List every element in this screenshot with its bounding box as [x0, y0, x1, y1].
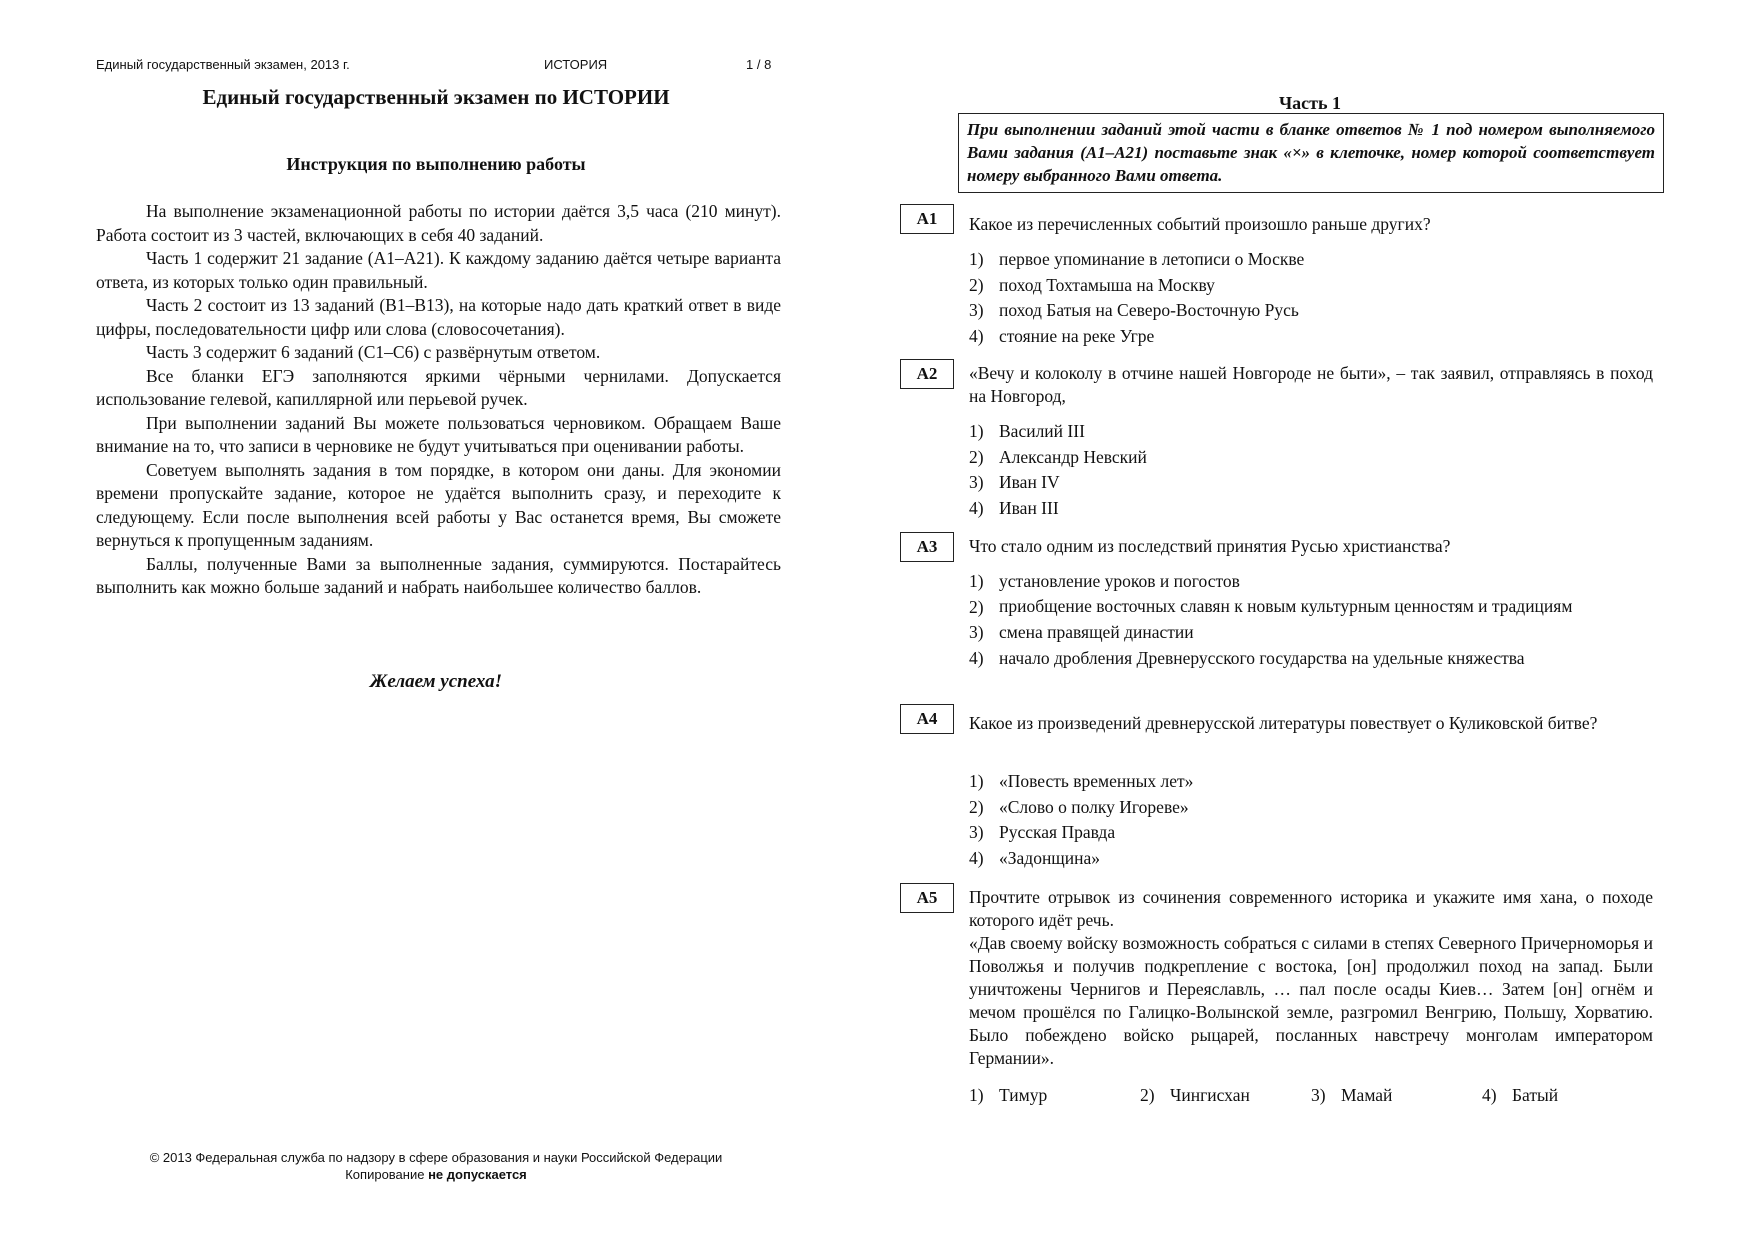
- question-text-a5: [969, 886, 1653, 1070]
- option-number: 3): [969, 300, 984, 320]
- option-text: приобщение восточных славян к новым культурным ценностям и традициям: [999, 595, 1573, 616]
- instruction-paragraph: На выполнение экзаменационной работы по истории даётся 3,5 часа (210 минут). Работа состоит из 3 частей, включающих в себя 40 заданий.: [96, 201, 781, 245]
- option-text: установление уроков и погостов: [999, 571, 1240, 591]
- option-item: [969, 846, 1653, 872]
- option-text: Чингисхан: [1170, 1085, 1250, 1105]
- option-item: [1140, 1085, 1250, 1106]
- instruction-paragraph: Баллы, полученные Вами за выполненные задания, суммируются. Постарайтесь выполнить как можно больше заданий и набрать наибольшее количество баллов.: [96, 553, 781, 597]
- option-text: «Задонщина»: [999, 847, 1101, 868]
- option-text: Тимур: [999, 1085, 1048, 1105]
- question-label-a3: А3: [900, 532, 954, 562]
- part-title: Часть 1: [1278, 93, 1342, 113]
- options-a4: [969, 769, 1653, 871]
- option-item: [969, 769, 1653, 795]
- option-number: 1): [969, 1085, 984, 1105]
- question-text-a3: Что стало одним из последствий принятия Русью христианства?: [969, 536, 1451, 556]
- question-label-a2: А2: [900, 359, 954, 389]
- option-item: [969, 247, 1653, 273]
- instruction-paragraph: При выполнении заданий Вы можете пользоваться черновиком. Обращаем Ваше внимание на то, что записи в черновике не будут учитываться при оценивании работы.: [96, 412, 781, 456]
- option-number: 3): [969, 622, 984, 642]
- option-number: 2): [969, 274, 984, 295]
- option-item: [1311, 1085, 1392, 1106]
- options-a3: [969, 569, 1653, 671]
- option-item: [969, 324, 1653, 350]
- option-text: Василий III: [999, 421, 1085, 441]
- good-luck-text: Желаем успеха!: [369, 671, 503, 692]
- option-number: 3): [969, 472, 984, 492]
- option-number: 1): [969, 571, 984, 591]
- option-item: [969, 445, 1653, 471]
- question-label-a5: А5: [900, 883, 954, 913]
- option-number: 4): [969, 325, 984, 346]
- instruction-paragraph: Часть 1 содержит 21 задание (А1–А21). К каждому заданию даётся четыре варианта ответа, из которых только один правильный.: [96, 248, 781, 292]
- option-number: 4): [969, 647, 984, 668]
- option-number: 1): [969, 249, 984, 269]
- option-number: 3): [969, 822, 984, 842]
- option-item: [969, 620, 1653, 646]
- copy-notice-prefix: Копирование: [345, 1167, 429, 1182]
- option-number: 2): [969, 446, 984, 467]
- page-header: [96, 57, 776, 75]
- option-text: Батый: [1512, 1085, 1559, 1105]
- option-item: [969, 646, 1653, 672]
- question-text-a1: Какое из перечисленных событий произошло раньше других?: [969, 214, 1431, 234]
- option-text: поход Батыя на Северо-Восточную Русь: [999, 300, 1299, 320]
- option-number: 4): [969, 497, 984, 518]
- question-text-a2: «Вечу и колоколу в отчине нашей Новгороде не быти», – так заявил, отправляясь в поход на Новгород,: [969, 363, 1653, 406]
- instructions-block: [96, 200, 781, 600]
- options-a5: [969, 1085, 1653, 1111]
- instruction-paragraph: Советуем выполнять задания в том порядке, в котором они даны. Для экономии времени пропускайте задание, которое не удаётся выполнить сразу, и переходите к следующему. Если после выполнения всей работы у Вас останется время, Вы сможете вернуться к пропущенным заданиям.: [96, 459, 781, 550]
- option-text: «Слово о полку Игореве»: [999, 796, 1189, 817]
- option-text: «Повесть временных лет»: [999, 771, 1194, 791]
- option-text: смена правящей династии: [999, 622, 1194, 642]
- option-number: 1): [969, 771, 984, 791]
- option-item: [969, 795, 1653, 821]
- options-a2: [969, 419, 1653, 521]
- option-number: 4): [1482, 1085, 1497, 1105]
- option-item: [969, 470, 1653, 496]
- option-item: [1482, 1085, 1558, 1106]
- option-text: Иван IV: [999, 472, 1060, 492]
- option-number: 2): [1140, 1085, 1155, 1105]
- header-exam-name: Единый государственный экзамен, 2013 г.: [96, 57, 350, 72]
- question-label-a4: А4: [900, 704, 954, 734]
- option-text: Русская Правда: [999, 822, 1116, 842]
- option-item: [969, 820, 1653, 846]
- page-title: Единый государственный экзамен по ИСТОРИИ: [202, 85, 670, 109]
- copyright-footer: [96, 1149, 776, 1183]
- options-a1: [969, 247, 1653, 349]
- option-text: поход Тохтамыша на Москву: [999, 274, 1215, 295]
- option-text: первое упоминание в летописи о Москве: [999, 249, 1305, 269]
- option-text: Мамай: [1341, 1085, 1393, 1105]
- question-label-a1: А1: [900, 204, 954, 234]
- option-item: [969, 569, 1653, 595]
- option-text: Александр Невский: [999, 446, 1147, 467]
- option-number: 1): [969, 421, 984, 441]
- option-text: Иван III: [999, 497, 1059, 518]
- instruction-paragraph: Все бланки ЕГЭ заполняются яркими чёрными чернилами. Допускается использование гелевой, капиллярной или перьевой ручек.: [96, 365, 781, 409]
- option-item: [969, 595, 1653, 621]
- header-page-number: 1 / 8: [746, 57, 772, 72]
- question-prompt-a5: Прочтите отрывок из сочинения современного историка и укажите имя хана, о походе которого идёт речь.: [969, 887, 1653, 930]
- copy-notice: [96, 1166, 776, 1183]
- copyright-line: © 2013 Федеральная служба по надзору в сфере образования и науки Российской Федерации: [149, 1150, 723, 1165]
- option-number: 2): [969, 596, 984, 617]
- header-subject: ИСТОРИЯ: [544, 57, 608, 72]
- option-item: [969, 419, 1653, 445]
- option-item: [969, 496, 1653, 522]
- option-number: 4): [969, 847, 984, 868]
- option-number: 3): [1311, 1085, 1326, 1105]
- option-item: [969, 298, 1653, 324]
- instruction-paragraph: Часть 2 состоит из 13 заданий (В1–В13), на которые надо дать краткий ответ в виде цифры, последовательности цифр или слова (словосочетания).: [96, 295, 781, 339]
- option-text: стояние на реке Угре: [999, 325, 1155, 346]
- question-quote-a5: «Дав своему войску возможность собраться с силами в степях Северного Причерноморья и Поволжья и получив подкрепление с востока, [он] продолжил поход на запад. Были уничтожены Чернигов и Переяславль, … пал после осады Киев… Затем [он] огнём и мечом прошёлся по Галицко-Волынской земле, разгромил Венгрию, Польшу, Хорватию. Было побеждено войско рыцарей, посланных навстречу монголам императором Германии».: [969, 933, 1653, 1068]
- option-number: 2): [969, 796, 984, 817]
- option-item: [969, 1085, 1047, 1106]
- instruction-paragraph: Часть 3 содержит 6 заданий (С1–С6) с развёрнутым ответом.: [146, 342, 601, 362]
- instruction-title: Инструкция по выполнению работы: [286, 154, 586, 174]
- question-text-a4: Какое из произведений древнерусской литературы повествует о Куликовской битве?: [969, 713, 1598, 733]
- option-item: [969, 273, 1653, 299]
- option-text: начало дробления Древнерусского государства на удельные княжества: [999, 647, 1525, 668]
- part-instruction-box: При выполнении заданий этой части в бланке ответов № 1 под номером выполняемого Вами задания (А1–А21) поставьте знак «×» в клеточке, номер которой соответствует номеру выбранного Вами ответа.: [958, 113, 1664, 193]
- copy-notice-bold: не допускается: [428, 1167, 527, 1182]
